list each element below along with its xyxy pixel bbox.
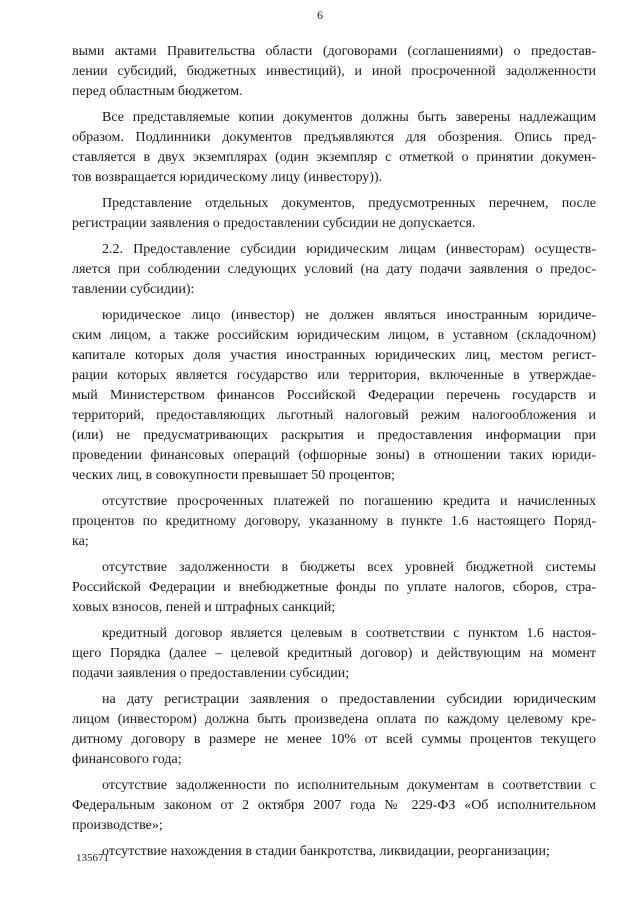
- text-line: подачи заявления о предоставлении субсидии;: [72, 666, 350, 681]
- text-line: территорий, предоставляющих льготный налоговый режим налогообложения и: [72, 408, 596, 423]
- paragraph: [72, 492, 596, 552]
- text-line: Российской Федерации и внебюджетные фонды по уплате налогов, сборов, стра-: [72, 580, 596, 595]
- paragraph: [72, 558, 596, 618]
- text-line: отсутствие задолженности по исполнительным документам в соответствии с: [102, 778, 596, 793]
- text-line: отсутствие задолженности в бюджеты всех уровней бюджетной системы: [102, 560, 596, 575]
- paragraph: [72, 108, 596, 188]
- text-line: ляется при соблюдении следующих условий (на дату подачи заявления о предос-: [72, 262, 596, 277]
- text-line: тов возвращается юридическому лицу (инвестору)).: [72, 170, 383, 185]
- text-line: отсутствие просроченных платежей по погашению кредита и начисленных: [102, 494, 596, 509]
- paragraph: [72, 306, 596, 486]
- paragraph: [72, 776, 596, 836]
- text-line: лицом (инвестором) должна быть произведена оплата по каждому целевому кре-: [72, 712, 596, 727]
- text-line: отсутствие нахождения в стадии банкротства, ликвидации, реорганизации;: [102, 844, 550, 859]
- text-line: ка;: [72, 534, 89, 549]
- text-line: ским лицом, а также российским юридическим лицом, в уставном (складочном): [72, 328, 596, 343]
- document-body: [72, 42, 596, 868]
- text-line: тавлении субсидии):: [72, 282, 195, 297]
- text-line: щего Порядка (далее – целевой кредитный договор) и действующим на момент: [72, 646, 596, 661]
- text-line: дитному договору в размере не менее 10% от всей суммы процентов текущего: [72, 732, 596, 747]
- text-line: Все представляемые копии документов должны быть заверены надлежащим: [102, 110, 596, 125]
- text-line: Федеральным законом от 2 октября 2007 года № 229-ФЗ «Об исполнительном: [72, 798, 596, 813]
- paragraph: [72, 240, 596, 300]
- paragraph: [72, 194, 596, 234]
- page-number: 6: [317, 8, 323, 22]
- paragraph: [72, 624, 596, 684]
- text-line: ческих лиц, в совокупности превышает 50 процентов;: [72, 468, 395, 483]
- text-line: на дату регистрации заявления о предоставлении субсидии юридическим: [102, 692, 596, 707]
- text-line: кредитный договор является целевым в соответствии с пунктом 1.6 настоя-: [102, 626, 596, 641]
- text-line: ставляется в двух экземплярах (один экземпляр с отметкой о принятии докумен-: [72, 150, 596, 165]
- document-code: 135671: [76, 852, 109, 864]
- text-line: производстве»;: [72, 818, 163, 833]
- text-line: проведении финансовых операций (офшорные зоны) в отношении таких юриди-: [72, 448, 596, 463]
- text-line: Представление отдельных документов, предусмотренных перечнем, после: [102, 196, 596, 211]
- text-line: финансового года;: [72, 752, 182, 767]
- text-line: (или) не предусматривающих раскрытия и предоставления информации при: [72, 428, 596, 443]
- text-line: рации которых является государство или территория, включенные в утверждае-: [72, 368, 596, 383]
- text-line: регистрации заявления о предоставлении субсидии не допускается.: [72, 216, 476, 231]
- text-line: мый Министерством финансов Российской Федерации перечень государств и: [72, 388, 596, 403]
- text-line: перед областным бюджетом.: [72, 84, 243, 99]
- text-line: капитале которых доля участия иностранных юридических лиц, местом регист-: [72, 348, 596, 363]
- text-line: образом. Подлинники документов предъявляются для обозрения. Опись пред-: [72, 130, 596, 145]
- text-line: ховых взносов, пеней и штрафных санкций;: [72, 600, 336, 615]
- text-line: выми актами Правительства области (договорами (соглашениями) о предостав-: [72, 44, 596, 59]
- text-line: процентов по кредитному договору, указанному в пункте 1.6 настоящего Поряд-: [72, 514, 596, 529]
- text-line: лении субсидий, бюджетных инвестиций), и иной просроченной задолженности: [72, 64, 596, 79]
- paragraph: [72, 690, 596, 770]
- paragraph: [72, 842, 596, 862]
- text-line: юридическое лицо (инвестор) не должен являться иностранным юридиче-: [102, 308, 596, 323]
- paragraph: [72, 42, 596, 102]
- text-line: 2.2. Предоставление субсидии юридическим лицам (инвесторам) осуществ-: [102, 242, 596, 257]
